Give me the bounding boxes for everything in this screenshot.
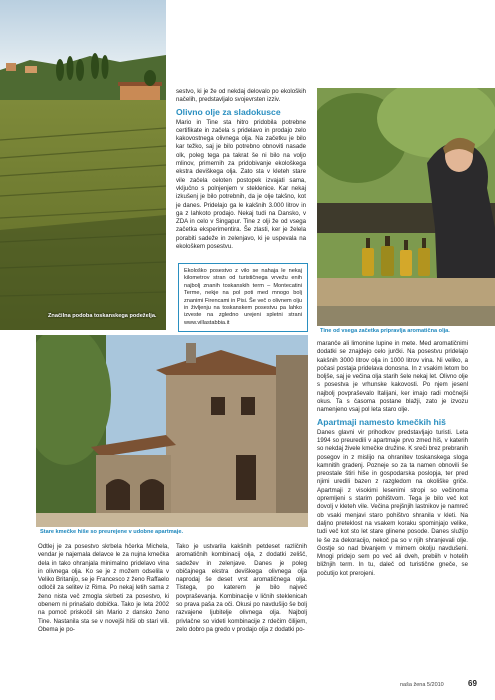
paragraph-continued: maranče ali limonine lupine in mete. Med aromatičnimi dodatki se znajdejo celo jurčki. Na posestvu pridelajo kakšnih 3000 litrov olja in 1000 litrov vina. Ni veliko, a počasi postaja pridelava donosna. In z vsakim letom bo boljše, saj je večina olja starih šele nekaj let. Olivno olje s posestva je vrhunske kakovosti. Po njem jesenl najbolj povpraševalo Italijani, ker imajo radi močnejši okus. Ta s časoma postane blažji, zato je izvozu namenjeno vsaj pol leta staro olje.	[317, 340, 468, 414]
tuscan-landscape-illustration	[0, 0, 166, 330]
paragraph-middle: Tako je ustvarila kakšnih petdeset različnih aromatičnih kombinacij olja, z dodatki zelišč, sadežev in zelenjave. Danes je poleg običajnega ekstra deviškega olivnega olja naprodaj še deset vrst aromatičnega olja. Tistega, po katerem je bilo največ povpraševanja. Kombinacije v ličnih steklenicah so prava paša za oči. Okusi po navdušijo še bolj razvajene ljubitelje olivnega olja. Najbolj privlačne so videti kombinacije z rdečim čilijem, zelo dobro pa gredo v prodajo olja z dodatki po-	[176, 543, 307, 633]
farmhouse-photo	[36, 335, 308, 527]
magazine-name: naša žena	[400, 682, 426, 688]
article-column-left-bottom	[38, 543, 169, 634]
oil-maker-photo	[317, 88, 495, 326]
article-column-middle-bottom	[176, 543, 307, 634]
caption-top-left: Značilna podoba toskanskega podeželja.	[48, 313, 157, 319]
farmhouse-illustration	[36, 335, 308, 527]
page-number: 69	[468, 679, 477, 688]
info-box	[178, 263, 308, 332]
footer-magazine	[400, 682, 444, 688]
oil-maker-illustration	[317, 88, 495, 326]
magazine-issue: 5/2010	[426, 682, 444, 688]
paragraph-olive-oil: Mario in Tine sta hitro pridobila potrebne certifikate in začela s pridelavo in prodajo zelo kakovostnega olivnega olja. Na začetku je bilo kar težko, saj je bilo potrebno obnoviti nasade olk, poleg tega pa takrat še ni bilo na voljo mlinov, primernih za pridobivanje ekološkega ekstra deviškega olja. Zato sta v kleteh stare vile začela celoten postopek izvajati sama, vključno s polnjenjem v steklenice. Kar nekaj izkušenj je bilo potrebnih, da je olje takšno, kot je danes. Pridelajo ga le kakšnih 3.000 litrov in ga z lahkoto prodajo. Nekaj tudi na Dansko, v ZDA in celo v Singapur. Tine z olji že od vsega začetka eksperimentira. Še zlasti, ker je želela porabiti sadeže in zelenjavo, ki je uspevala na ekološkem posestvu.	[176, 118, 306, 251]
article-column-middle-top	[176, 88, 306, 251]
paragraph-apartments: Danes glavni vir prihodkov predstavljajo turisti. Leta 1994 so preuredili v apartmaje prvo zmed hiš, v katerih so nekdaj živele kmečke družine. K sreči brez prebranih posegov in z mislijo na ohranitev toskanskega sloga kamnitih gradenj. Pozneje so za ta namen obnovili še preostale štiri hiše in gospodarska poslopja, ter pred njimi uredili bazen z razgledom na okoliške griče. Apartmaji z visokimi lesenimi stropi so večinoma opremljeni s starim pohištvom. Tega je bilo več kot dovolj v kleteh vile. Večina prejšnjih lastnikov je namreč ob vsaki menjavi staro pohištvo shranila v kleti. Na daljno preteklost na vsakem koraku spominjajo velike, tudi več kot sto let stare glinene posode. Danes služijo le še za dekoracijo, nekoč pa so v njih shranjevali olje. Gostje so nad bivanjem v mirnem okolju navdušeni. Mnogi pridejo sem po več ali dveh, prebiih v hotelih bližnjih term. In tu, daleč od turistične gneče, se počutijo kot prerojeni.	[317, 428, 468, 577]
article-column-right-bottom	[317, 340, 468, 578]
heading-apartments: Apartmaji namesto kmečkih hiš	[317, 416, 446, 427]
heading-olive-oil: Olivno olje za sladokusce	[176, 106, 281, 117]
info-box-text: Ekološko posestvo z vilo se nahaja le nekaj kilometrov stran od turističnega vrvežu enih najbolj znanih toskanskih term – Montecatini Terme, nekje na pol poti med mnogo bolj znanimi Firencami in Pisi. Še več o olivnem olju in življenju na toskanskem posestvu pa lahko izveste na zgledno urejeni spletni strani www.villastabbia.it	[184, 268, 302, 326]
paragraph-intro: sestvo, ki je že od nekdaj delovalo po ekoloških načelih, predstavljalo svojevrsten izziv.	[176, 88, 306, 104]
caption-top-right: Tine od vsega začetka pripravlja aromatična olja.	[320, 328, 450, 334]
paragraph-left: Odtlej je za posestvo skrbela hčerka Michela, vendar je najemala delavce le za nujna kmečka dela in tako ohranjala minimalno pridelavo vina in olivnega olja. Ko se je z možem odselila v Veliko Britanijo, se je Francesco z ženo Raffaelo odločil za selitev iz Rima. Po nekaj letih sama z ženo nista več zmogla skrbeti za posestvo, ki obenem ni prinašalo dobička. Tako je leta 2002 na pomoč priskočil sin Mario z dansko ženo Tine. Nastanila sta se v novejši hiši ob stari vili. Obema je po-	[38, 543, 169, 633]
caption-middle-left: Stare kmečke hiše so preurejene v udobne apartmaje.	[40, 529, 184, 535]
tuscan-landscape-photo	[0, 0, 166, 330]
